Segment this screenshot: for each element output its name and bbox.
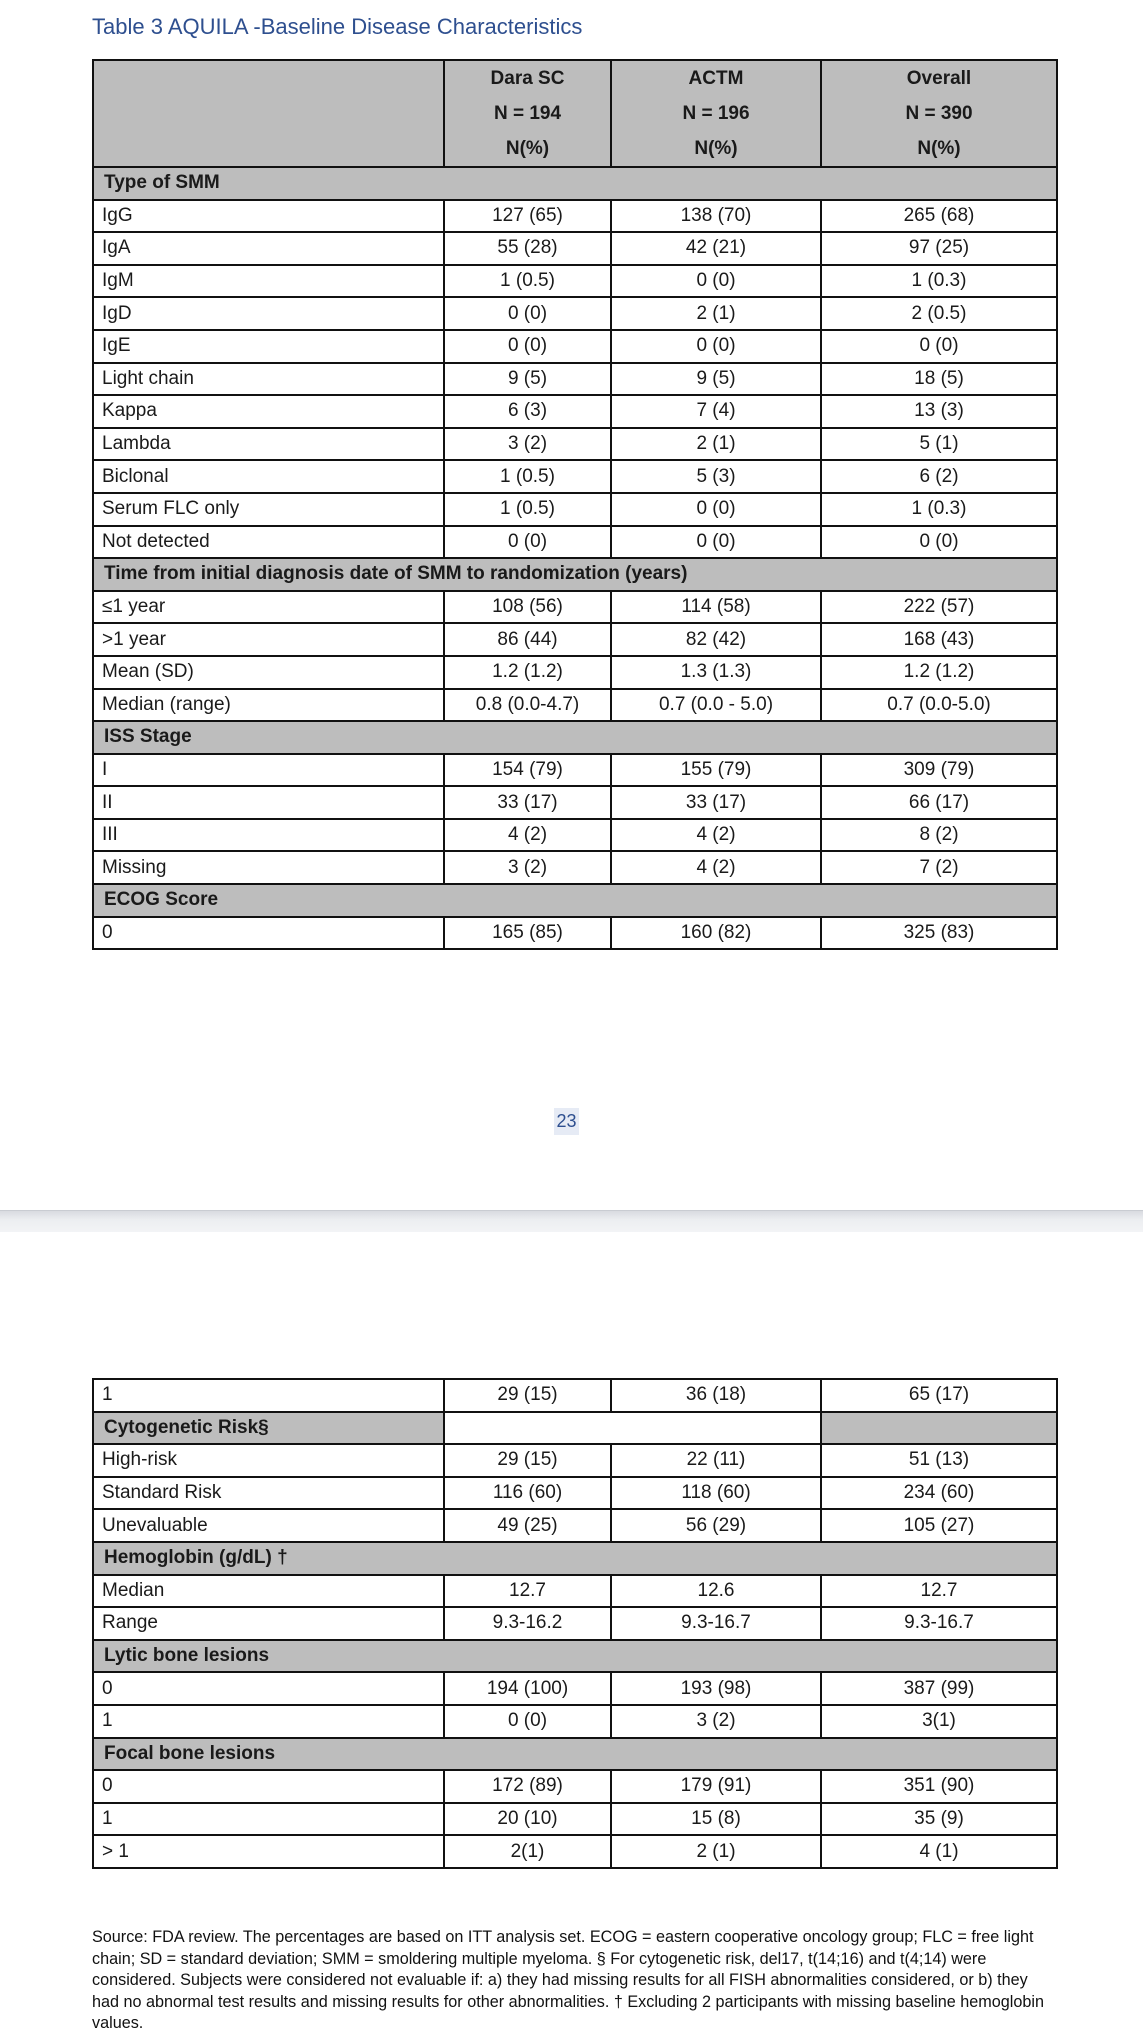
row-label: I — [93, 754, 444, 787]
value-dara-sc: 1 (0.5) — [444, 493, 611, 526]
row-label: Mean (SD) — [93, 656, 444, 689]
row-label: IgG — [93, 200, 444, 233]
value-overall: 6 (2) — [821, 460, 1057, 493]
value-actm: 179 (91) — [611, 1770, 821, 1803]
row-label: IgE — [93, 330, 444, 363]
value-actm: 82 (42) — [611, 623, 821, 656]
section-header-row — [93, 167, 1057, 200]
section-header-row — [93, 1542, 1057, 1575]
value-actm: 1.3 (1.3) — [611, 656, 821, 689]
value-overall: 387 (99) — [821, 1672, 1057, 1705]
value-dara-sc: 1 (0.5) — [444, 460, 611, 493]
value-overall: 309 (79) — [821, 754, 1057, 787]
value-overall: 234 (60) — [821, 1477, 1057, 1510]
table-row — [93, 232, 1057, 265]
value-dara-sc: 116 (60) — [444, 1477, 611, 1510]
value-overall: 13 (3) — [821, 395, 1057, 428]
section-header-label: Cytogenetic Risk§ — [93, 1412, 444, 1445]
value-actm: 2 (1) — [611, 428, 821, 461]
row-label: Lambda — [93, 428, 444, 461]
value-overall: 65 (17) — [821, 1379, 1057, 1412]
value-overall: 35 (9) — [821, 1803, 1057, 1836]
section-header-row — [93, 1738, 1057, 1771]
value-actm: 155 (79) — [611, 754, 821, 787]
table-row — [93, 265, 1057, 298]
row-label: Serum FLC only — [93, 493, 444, 526]
value-actm: 0.7 (0.0 - 5.0) — [611, 689, 821, 722]
table-row — [93, 689, 1057, 722]
table-row — [93, 493, 1057, 526]
value-actm: 138 (70) — [611, 200, 821, 233]
value-actm: 160 (82) — [611, 917, 821, 950]
section-header-row — [93, 884, 1057, 917]
value-overall: 51 (13) — [821, 1444, 1057, 1477]
table-row — [93, 526, 1057, 559]
value-dara-sc: 172 (89) — [444, 1770, 611, 1803]
row-label: 1 — [93, 1705, 444, 1738]
value-dara-sc: 29 (15) — [444, 1444, 611, 1477]
baseline-characteristics-table — [92, 59, 1058, 950]
row-label: IgD — [93, 297, 444, 330]
section-header-row — [93, 721, 1057, 754]
value-actm: 0 (0) — [611, 330, 821, 363]
row-label: 1 — [93, 1379, 444, 1412]
table-row — [93, 363, 1057, 396]
page-break-separator — [0, 1210, 1143, 1233]
value-dara-sc: 108 (56) — [444, 591, 611, 624]
row-label: High-risk — [93, 1444, 444, 1477]
row-label: Kappa — [93, 395, 444, 428]
row-label: Standard Risk — [93, 1477, 444, 1510]
section-header-label: Lytic bone lesions — [93, 1640, 1057, 1673]
value-dara-sc: 9 (5) — [444, 363, 611, 396]
value-actm: 2 (1) — [611, 1835, 821, 1868]
value-actm: 15 (8) — [611, 1803, 821, 1836]
value-overall: 325 (83) — [821, 917, 1057, 950]
table-row — [93, 395, 1057, 428]
row-label: ≤1 year — [93, 591, 444, 624]
value-overall: 2 (0.5) — [821, 297, 1057, 330]
header-arm-unit: N(%) — [694, 138, 738, 159]
value-overall: 5 (1) — [821, 428, 1057, 461]
value-actm: 0 (0) — [611, 493, 821, 526]
value-overall: 0 (0) — [821, 526, 1057, 559]
row-label: 1 — [93, 1803, 444, 1836]
value-overall: 66 (17) — [821, 786, 1057, 819]
value-dara-sc: 0 (0) — [444, 330, 611, 363]
header-arm-name: Overall — [906, 68, 972, 89]
value-dara-sc: 29 (15) — [444, 1379, 611, 1412]
row-label: Biclonal — [93, 460, 444, 493]
section-header-row — [93, 1640, 1057, 1673]
row-label: 0 — [93, 917, 444, 950]
value-actm: 2 (1) — [611, 297, 821, 330]
value-actm: 0 (0) — [611, 265, 821, 298]
table-footnote: Source: FDA review. The percentages are based on ITT analysis set. ECOG = eastern cooperative oncology group; FLC = free light chain; SD = standard deviation; SMM = smoldering multiple myeloma. § For cytogenetic risk, del17, t(14;16) and t(4;14) were considered. Subjects were considered not evaluable if: a) they had missing results for all FISH abnormalities considered, or b) they had no abnormal test results and missing results for other abnormalities. † Excluding 2 participants with missing baseline hemoglobin values. — [92, 1928, 1044, 2032]
value-dara-sc: 49 (25) — [444, 1509, 611, 1542]
table-header-row — [93, 60, 1057, 167]
section-header-label: Hemoglobin (g/dL) † — [93, 1542, 1057, 1575]
value-actm: 7 (4) — [611, 395, 821, 428]
header-arm-n: N = 194 — [493, 103, 562, 124]
section-header-label: Focal bone lesions — [93, 1738, 1057, 1771]
value-overall: 0.7 (0.0-5.0) — [821, 689, 1057, 722]
value-overall: 168 (43) — [821, 623, 1057, 656]
value-actm: 5 (3) — [611, 460, 821, 493]
table-row — [93, 297, 1057, 330]
value-overall: 12.7 — [821, 1575, 1057, 1608]
value-dara-sc: 55 (28) — [444, 232, 611, 265]
table-row — [93, 1509, 1057, 1542]
value-dara-sc: 0.8 (0.0-4.7) — [444, 689, 611, 722]
value-dara-sc: 2(1) — [444, 1835, 611, 1868]
table-row — [93, 330, 1057, 363]
table-row — [93, 623, 1057, 656]
row-label: >1 year — [93, 623, 444, 656]
value-dara-sc: 3 (2) — [444, 851, 611, 884]
value-actm: 42 (21) — [611, 232, 821, 265]
row-label: Median — [93, 1575, 444, 1608]
value-overall: 18 (5) — [821, 363, 1057, 396]
value-actm: 118 (60) — [611, 1477, 821, 1510]
value-dara-sc: 20 (10) — [444, 1803, 611, 1836]
value-dara-sc: 6 (3) — [444, 395, 611, 428]
value-actm: 9 (5) — [611, 363, 821, 396]
value-dara-sc: 4 (2) — [444, 819, 611, 852]
value-dara-sc: 86 (44) — [444, 623, 611, 656]
table-row — [93, 460, 1057, 493]
header-actm — [611, 60, 821, 167]
value-dara-sc: 1.2 (1.2) — [444, 656, 611, 689]
table-row — [93, 591, 1057, 624]
value-overall: 351 (90) — [821, 1770, 1057, 1803]
value-overall: 265 (68) — [821, 200, 1057, 233]
value-dara-sc: 1 (0.5) — [444, 265, 611, 298]
header-dara-sc — [444, 60, 611, 167]
value-overall: 97 (25) — [821, 232, 1057, 265]
row-label: Not detected — [93, 526, 444, 559]
value-actm: 12.6 — [611, 1575, 821, 1608]
value-actm: 114 (58) — [611, 591, 821, 624]
row-label: 0 — [93, 1672, 444, 1705]
row-label: III — [93, 819, 444, 852]
table-row — [93, 428, 1057, 461]
header-arm-n: N = 196 — [682, 103, 750, 124]
table-body-page-2 — [93, 1379, 1057, 1868]
header-arm-unit: N(%) — [917, 138, 961, 159]
value-dara-sc: 194 (100) — [444, 1672, 611, 1705]
value-actm: 56 (29) — [611, 1509, 821, 1542]
table-body-page-1 — [93, 167, 1057, 949]
section-header-blank-cell — [821, 1412, 1057, 1445]
section-header-label: ISS Stage — [93, 721, 1057, 754]
section-header-label: Type of SMM — [93, 167, 1057, 200]
row-label: Range — [93, 1607, 444, 1640]
value-actm: 33 (17) — [611, 786, 821, 819]
row-label: 0 — [93, 1770, 444, 1803]
value-actm: 3 (2) — [611, 1705, 821, 1738]
value-dara-sc: 127 (65) — [444, 200, 611, 233]
value-overall: 222 (57) — [821, 591, 1057, 624]
value-overall: 1 (0.3) — [821, 493, 1057, 526]
table-row — [93, 786, 1057, 819]
section-header-blank-cell — [444, 1412, 821, 1445]
section-header-label: ECOG Score — [93, 884, 1057, 917]
section-header-label: Time from initial diagnosis date of SMM to randomization (years) — [93, 558, 1057, 591]
section-header-row — [93, 558, 1057, 591]
value-dara-sc: 154 (79) — [444, 754, 611, 787]
row-label: Light chain — [93, 363, 444, 396]
value-overall: 105 (27) — [821, 1509, 1057, 1542]
value-overall: 1.2 (1.2) — [821, 656, 1057, 689]
table-row — [93, 754, 1057, 787]
table-row — [93, 1705, 1057, 1738]
row-label: Unevaluable — [93, 1509, 444, 1542]
header-blank-cell — [93, 60, 444, 167]
table-row — [93, 1835, 1057, 1868]
row-label: II — [93, 786, 444, 819]
row-label: > 1 — [93, 1835, 444, 1868]
header-arm-n: N = 390 — [905, 103, 973, 124]
value-dara-sc: 165 (85) — [444, 917, 611, 950]
row-label: IgM — [93, 265, 444, 298]
row-label: Median (range) — [93, 689, 444, 722]
value-actm: 36 (18) — [611, 1379, 821, 1412]
row-label: IgA — [93, 232, 444, 265]
table-row — [93, 1477, 1057, 1510]
value-actm: 4 (2) — [611, 819, 821, 852]
table-row — [93, 1770, 1057, 1803]
table-row — [93, 1379, 1057, 1412]
value-dara-sc: 33 (17) — [444, 786, 611, 819]
value-overall: 1 (0.3) — [821, 265, 1057, 298]
table-row — [93, 1575, 1057, 1608]
row-label: Missing — [93, 851, 444, 884]
value-overall: 3(1) — [821, 1705, 1057, 1738]
value-overall: 7 (2) — [821, 851, 1057, 884]
section-header-row — [93, 1412, 1057, 1445]
value-actm: 9.3-16.7 — [611, 1607, 821, 1640]
page-number: 23 — [554, 1108, 579, 1135]
table-row — [93, 851, 1057, 884]
table-row — [93, 917, 1057, 950]
table-row — [93, 1803, 1057, 1836]
baseline-characteristics-table-continued — [92, 1378, 1058, 1869]
value-overall: 4 (1) — [821, 1835, 1057, 1868]
value-dara-sc: 0 (0) — [444, 1705, 611, 1738]
value-overall: 9.3-16.7 — [821, 1607, 1057, 1640]
header-arm-name: ACTM — [688, 68, 744, 89]
value-actm: 22 (11) — [611, 1444, 821, 1477]
table-row — [93, 200, 1057, 233]
table-row — [93, 1444, 1057, 1477]
value-overall: 8 (2) — [821, 819, 1057, 852]
value-dara-sc: 0 (0) — [444, 526, 611, 559]
table-row — [93, 656, 1057, 689]
table-row — [93, 1672, 1057, 1705]
value-overall: 0 (0) — [821, 330, 1057, 363]
table-title: Table 3 AQUILA -Baseline Disease Characteristics — [92, 14, 583, 39]
header-arm-name: Dara SC — [490, 68, 565, 89]
value-dara-sc: 9.3-16.2 — [444, 1607, 611, 1640]
value-dara-sc: 12.7 — [444, 1575, 611, 1608]
value-actm: 193 (98) — [611, 1672, 821, 1705]
value-dara-sc: 3 (2) — [444, 428, 611, 461]
header-arm-unit: N(%) — [505, 138, 550, 159]
table-row — [93, 819, 1057, 852]
value-actm: 0 (0) — [611, 526, 821, 559]
table-row — [93, 1607, 1057, 1640]
value-actm: 4 (2) — [611, 851, 821, 884]
header-overall — [821, 60, 1057, 167]
value-dara-sc: 0 (0) — [444, 297, 611, 330]
